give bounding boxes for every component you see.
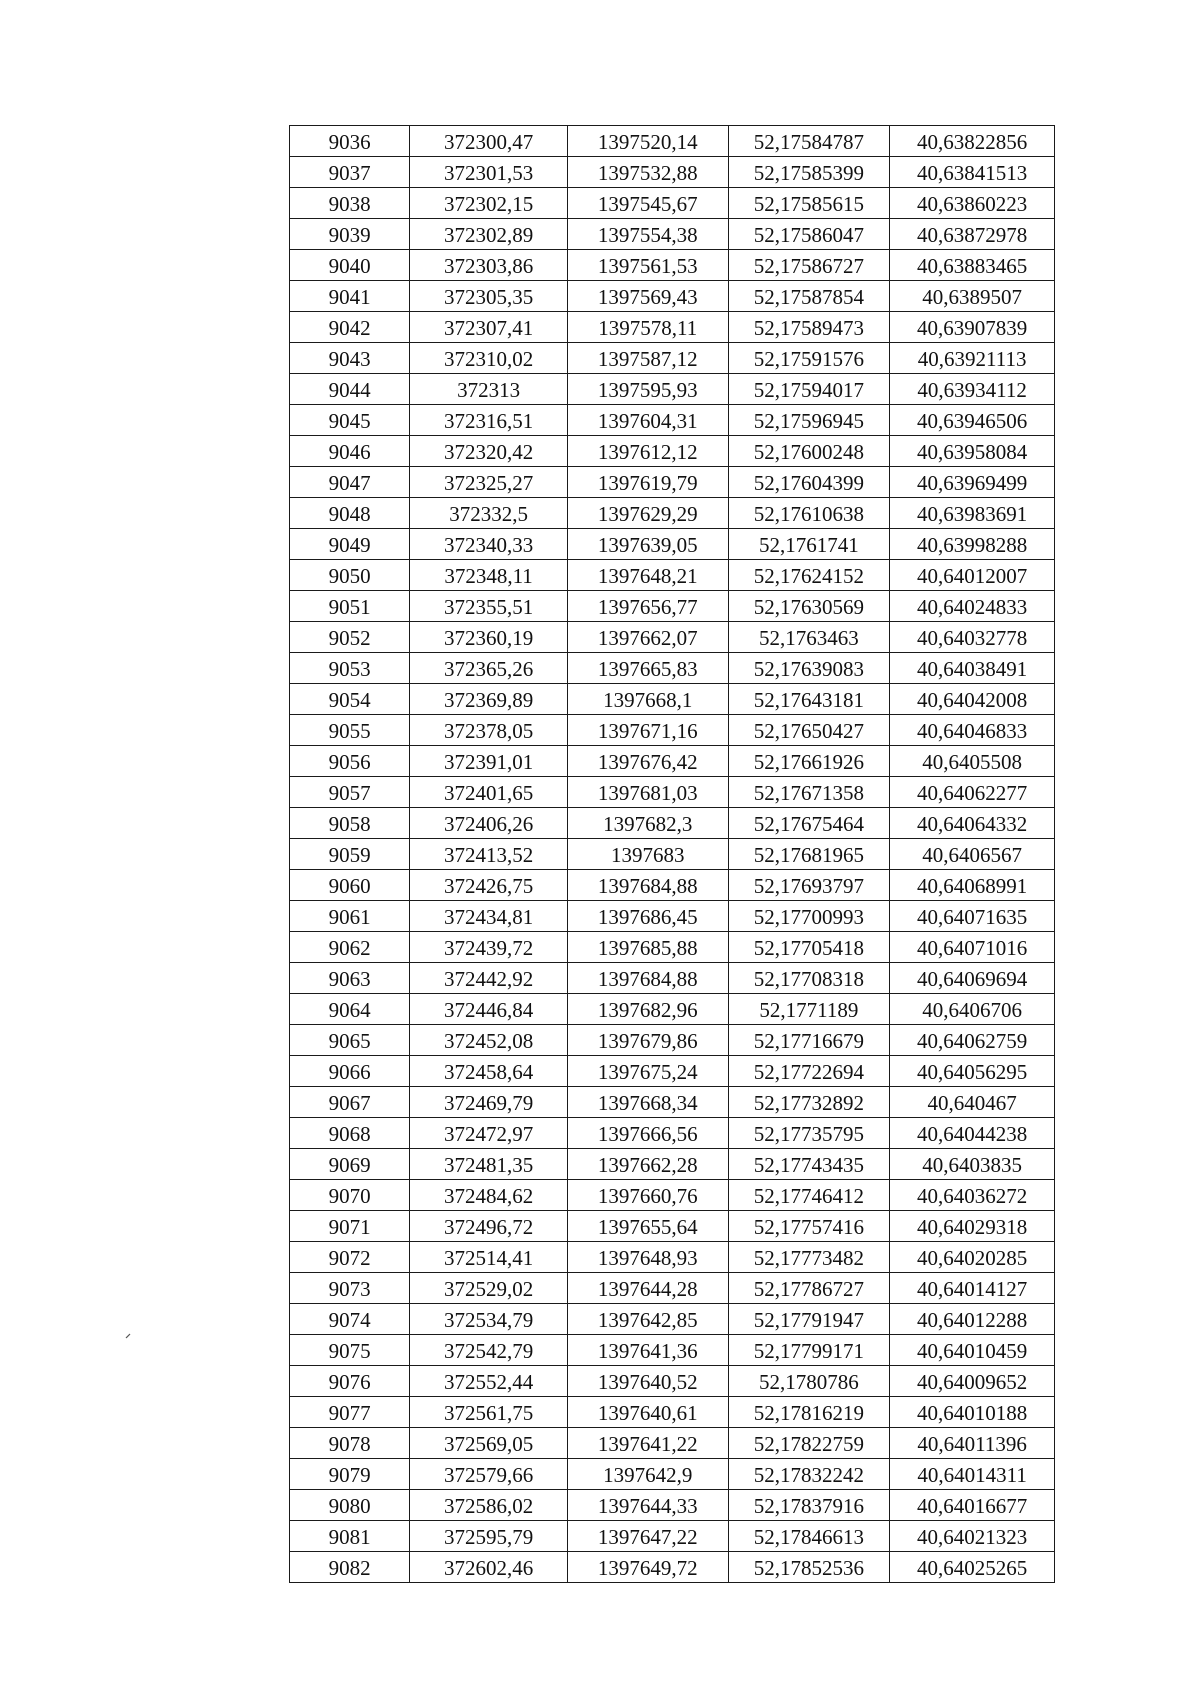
table-row bbox=[290, 1242, 1055, 1273]
table-cell: 372458,64 bbox=[410, 1056, 568, 1087]
table-cell: 9073 bbox=[290, 1273, 410, 1304]
table-cell: 1397641,36 bbox=[567, 1335, 728, 1366]
table-cell: 9040 bbox=[290, 250, 410, 281]
table-cell: 1397665,83 bbox=[567, 653, 728, 684]
table-cell: 40,6389507 bbox=[890, 281, 1055, 312]
table-cell: 372316,51 bbox=[410, 405, 568, 436]
table-cell: 9077 bbox=[290, 1397, 410, 1428]
table-cell: 40,63822856 bbox=[890, 126, 1055, 157]
table-cell: 372348,11 bbox=[410, 560, 568, 591]
table-cell: 9043 bbox=[290, 343, 410, 374]
table-cell: 40,64024833 bbox=[890, 591, 1055, 622]
table-cell: 52,1780786 bbox=[728, 1366, 890, 1397]
table-cell: 52,17585399 bbox=[728, 157, 890, 188]
table-cell: 1397681,03 bbox=[567, 777, 728, 808]
table-cell: 1397660,76 bbox=[567, 1180, 728, 1211]
table-row bbox=[290, 1056, 1055, 1087]
table-cell: 52,17604399 bbox=[728, 467, 890, 498]
table-cell: 9079 bbox=[290, 1459, 410, 1490]
table-cell: 1397619,79 bbox=[567, 467, 728, 498]
table-row bbox=[290, 1211, 1055, 1242]
table-cell: 9036 bbox=[290, 126, 410, 157]
table-row bbox=[290, 1335, 1055, 1366]
table-cell: 52,17791947 bbox=[728, 1304, 890, 1335]
table-cell: 40,63921113 bbox=[890, 343, 1055, 374]
table-cell: 52,17786727 bbox=[728, 1273, 890, 1304]
table-cell: 9050 bbox=[290, 560, 410, 591]
table-cell: 52,17661926 bbox=[728, 746, 890, 777]
table-cell: 9053 bbox=[290, 653, 410, 684]
table-cell: 372378,05 bbox=[410, 715, 568, 746]
table-row bbox=[290, 219, 1055, 250]
table-cell: 372542,79 bbox=[410, 1335, 568, 1366]
table-cell: 372586,02 bbox=[410, 1490, 568, 1521]
table-row bbox=[290, 746, 1055, 777]
table-cell: 40,64046833 bbox=[890, 715, 1055, 746]
table-cell: 1397569,43 bbox=[567, 281, 728, 312]
table-cell: 1397587,12 bbox=[567, 343, 728, 374]
table-cell: 40,64029318 bbox=[890, 1211, 1055, 1242]
table-cell: 372514,41 bbox=[410, 1242, 568, 1273]
table-cell: 372302,15 bbox=[410, 188, 568, 219]
table-cell: 40,64010188 bbox=[890, 1397, 1055, 1428]
table-row bbox=[290, 467, 1055, 498]
table-cell: 52,17746412 bbox=[728, 1180, 890, 1211]
table-cell: 372365,26 bbox=[410, 653, 568, 684]
table-cell: 9047 bbox=[290, 467, 410, 498]
table-cell: 52,17837916 bbox=[728, 1490, 890, 1521]
table-cell: 52,17846613 bbox=[728, 1521, 890, 1552]
table-cell: 52,17610638 bbox=[728, 498, 890, 529]
table-cell: 372529,02 bbox=[410, 1273, 568, 1304]
table-cell: 372401,65 bbox=[410, 777, 568, 808]
table-cell: 52,17671358 bbox=[728, 777, 890, 808]
table-cell: 372340,33 bbox=[410, 529, 568, 560]
table-cell: 1397629,29 bbox=[567, 498, 728, 529]
table-cell: 40,64056295 bbox=[890, 1056, 1055, 1087]
table-row bbox=[290, 777, 1055, 808]
table-cell: 9041 bbox=[290, 281, 410, 312]
table-cell: 372472,97 bbox=[410, 1118, 568, 1149]
table-cell: 372534,79 bbox=[410, 1304, 568, 1335]
table-row bbox=[290, 808, 1055, 839]
table-cell: 1397671,16 bbox=[567, 715, 728, 746]
table-cell: 40,64062277 bbox=[890, 777, 1055, 808]
table-cell: 52,17630569 bbox=[728, 591, 890, 622]
table-cell: 1397640,52 bbox=[567, 1366, 728, 1397]
table-cell: 9080 bbox=[290, 1490, 410, 1521]
coordinates-table bbox=[289, 125, 1055, 1583]
table-cell: 40,64071635 bbox=[890, 901, 1055, 932]
table-row bbox=[290, 560, 1055, 591]
table-cell: 40,64020285 bbox=[890, 1242, 1055, 1273]
table-cell: 372484,62 bbox=[410, 1180, 568, 1211]
table-cell: 52,17624152 bbox=[728, 560, 890, 591]
table-cell: 52,17716679 bbox=[728, 1025, 890, 1056]
table-row bbox=[290, 1490, 1055, 1521]
table-cell: 9060 bbox=[290, 870, 410, 901]
table-cell: 52,17757416 bbox=[728, 1211, 890, 1242]
table-cell: 372442,92 bbox=[410, 963, 568, 994]
table-cell: 52,17596945 bbox=[728, 405, 890, 436]
table-cell: 40,63998288 bbox=[890, 529, 1055, 560]
table-cell: 52,17591576 bbox=[728, 343, 890, 374]
table-cell: 1397644,28 bbox=[567, 1273, 728, 1304]
table-cell: 52,17822759 bbox=[728, 1428, 890, 1459]
table-cell: 52,17816219 bbox=[728, 1397, 890, 1428]
table-cell: 40,640467 bbox=[890, 1087, 1055, 1118]
table-cell: 40,64021323 bbox=[890, 1521, 1055, 1552]
table-row bbox=[290, 1459, 1055, 1490]
table-cell: 372481,35 bbox=[410, 1149, 568, 1180]
table-cell: 52,17586727 bbox=[728, 250, 890, 281]
table-row bbox=[290, 1273, 1055, 1304]
table-cell: 372406,26 bbox=[410, 808, 568, 839]
table-cell: 40,63841513 bbox=[890, 157, 1055, 188]
table-cell: 40,63946506 bbox=[890, 405, 1055, 436]
table-cell: 1397675,24 bbox=[567, 1056, 728, 1087]
table-cell: 52,17589473 bbox=[728, 312, 890, 343]
table-cell: 40,64012288 bbox=[890, 1304, 1055, 1335]
table-cell: 52,17852536 bbox=[728, 1552, 890, 1583]
table-row bbox=[290, 932, 1055, 963]
table-cell: 9071 bbox=[290, 1211, 410, 1242]
table-cell: 372569,05 bbox=[410, 1428, 568, 1459]
table-cell: 40,63969499 bbox=[890, 467, 1055, 498]
table-cell: 40,64068991 bbox=[890, 870, 1055, 901]
table-cell: 52,17643181 bbox=[728, 684, 890, 715]
table-cell: 9062 bbox=[290, 932, 410, 963]
table-cell: 372332,5 bbox=[410, 498, 568, 529]
table-cell: 372426,75 bbox=[410, 870, 568, 901]
table-cell: 40,6403835 bbox=[890, 1149, 1055, 1180]
table-cell: 372413,52 bbox=[410, 839, 568, 870]
table-cell: 9065 bbox=[290, 1025, 410, 1056]
table-cell: 372355,51 bbox=[410, 591, 568, 622]
table-cell: 1397561,53 bbox=[567, 250, 728, 281]
table-cell: 1397685,88 bbox=[567, 932, 728, 963]
table-row bbox=[290, 870, 1055, 901]
table-cell: 9058 bbox=[290, 808, 410, 839]
table-cell: 9056 bbox=[290, 746, 410, 777]
table-cell: 9046 bbox=[290, 436, 410, 467]
table-cell: 1397683 bbox=[567, 839, 728, 870]
table-cell: 1397642,85 bbox=[567, 1304, 728, 1335]
table-cell: 1397655,64 bbox=[567, 1211, 728, 1242]
table-cell: 40,64071016 bbox=[890, 932, 1055, 963]
table-cell: 9072 bbox=[290, 1242, 410, 1273]
table-cell: 40,64036272 bbox=[890, 1180, 1055, 1211]
table-cell: 1397595,93 bbox=[567, 374, 728, 405]
table-cell: 372391,01 bbox=[410, 746, 568, 777]
table-cell: 372305,35 bbox=[410, 281, 568, 312]
table-cell: 372320,42 bbox=[410, 436, 568, 467]
table-cell: 40,63907839 bbox=[890, 312, 1055, 343]
table-cell: 1397662,07 bbox=[567, 622, 728, 653]
table-row bbox=[290, 281, 1055, 312]
table-cell: 40,64064332 bbox=[890, 808, 1055, 839]
table-cell: 1397648,21 bbox=[567, 560, 728, 591]
table-row bbox=[290, 1180, 1055, 1211]
table-cell: 40,63934112 bbox=[890, 374, 1055, 405]
table-row bbox=[290, 622, 1055, 653]
table-cell: 1397612,12 bbox=[567, 436, 728, 467]
table-cell: 40,64044238 bbox=[890, 1118, 1055, 1149]
table-cell: 40,64042008 bbox=[890, 684, 1055, 715]
table-cell: 372452,08 bbox=[410, 1025, 568, 1056]
table-cell: 9066 bbox=[290, 1056, 410, 1087]
table-row bbox=[290, 1118, 1055, 1149]
table-cell: 9074 bbox=[290, 1304, 410, 1335]
table-cell: 52,1761741 bbox=[728, 529, 890, 560]
table-cell: 52,17832242 bbox=[728, 1459, 890, 1490]
table-cell: 52,17585615 bbox=[728, 188, 890, 219]
table-cell: 40,64038491 bbox=[890, 653, 1055, 684]
table-cell: 372369,89 bbox=[410, 684, 568, 715]
table-cell: 9044 bbox=[290, 374, 410, 405]
table-cell: 40,63958084 bbox=[890, 436, 1055, 467]
table-row bbox=[290, 405, 1055, 436]
table-cell: 1397668,1 bbox=[567, 684, 728, 715]
table-cell: 372301,53 bbox=[410, 157, 568, 188]
table-row bbox=[290, 1397, 1055, 1428]
table-cell: 40,63872978 bbox=[890, 219, 1055, 250]
table-cell: 1397662,28 bbox=[567, 1149, 728, 1180]
table-cell: 1397532,88 bbox=[567, 157, 728, 188]
table-cell: 9045 bbox=[290, 405, 410, 436]
table-cell: 372313 bbox=[410, 374, 568, 405]
table-cell: 9038 bbox=[290, 188, 410, 219]
table-row bbox=[290, 157, 1055, 188]
table-cell: 9064 bbox=[290, 994, 410, 1025]
table-cell: 40,6405508 bbox=[890, 746, 1055, 777]
table-row bbox=[290, 126, 1055, 157]
table-cell: 1397554,38 bbox=[567, 219, 728, 250]
table-cell: 9078 bbox=[290, 1428, 410, 1459]
table-cell: 372307,41 bbox=[410, 312, 568, 343]
table-cell: 40,64032778 bbox=[890, 622, 1055, 653]
table-cell: 372602,46 bbox=[410, 1552, 568, 1583]
table-cell: 372303,86 bbox=[410, 250, 568, 281]
table-row bbox=[290, 529, 1055, 560]
table-cell: 1397668,34 bbox=[567, 1087, 728, 1118]
table-cell: 9068 bbox=[290, 1118, 410, 1149]
table-cell: 40,63860223 bbox=[890, 188, 1055, 219]
table-cell: 1397604,31 bbox=[567, 405, 728, 436]
table-cell: 372310,02 bbox=[410, 343, 568, 374]
table-cell: 372325,27 bbox=[410, 467, 568, 498]
table-cell: 1397578,11 bbox=[567, 312, 728, 343]
table-row bbox=[290, 343, 1055, 374]
table-cell: 1397644,33 bbox=[567, 1490, 728, 1521]
table-cell: 52,17693797 bbox=[728, 870, 890, 901]
table-row bbox=[290, 1025, 1055, 1056]
table-cell: 9075 bbox=[290, 1335, 410, 1366]
table-cell: 9057 bbox=[290, 777, 410, 808]
table-cell: 40,6406706 bbox=[890, 994, 1055, 1025]
table-cell: 40,64014311 bbox=[890, 1459, 1055, 1490]
table-cell: 52,1763463 bbox=[728, 622, 890, 653]
table-cell: 52,17600248 bbox=[728, 436, 890, 467]
table-cell: 372439,72 bbox=[410, 932, 568, 963]
table-cell: 9076 bbox=[290, 1366, 410, 1397]
table-cell: 9070 bbox=[290, 1180, 410, 1211]
table-cell: 52,17735795 bbox=[728, 1118, 890, 1149]
table-row bbox=[290, 963, 1055, 994]
table-cell: 52,17594017 bbox=[728, 374, 890, 405]
table-cell: 372469,79 bbox=[410, 1087, 568, 1118]
coordinates-table-body bbox=[290, 126, 1055, 1583]
table-cell: 9061 bbox=[290, 901, 410, 932]
table-cell: 40,6406567 bbox=[890, 839, 1055, 870]
table-cell: 1397640,61 bbox=[567, 1397, 728, 1428]
table-row bbox=[290, 250, 1055, 281]
table-row bbox=[290, 994, 1055, 1025]
table-cell: 1397639,05 bbox=[567, 529, 728, 560]
table-cell: 1397684,88 bbox=[567, 963, 728, 994]
table-cell: 40,64012007 bbox=[890, 560, 1055, 591]
table-cell: 9067 bbox=[290, 1087, 410, 1118]
table-cell: 52,17705418 bbox=[728, 932, 890, 963]
table-cell: 9054 bbox=[290, 684, 410, 715]
table-cell: 9039 bbox=[290, 219, 410, 250]
table-cell: 1397656,77 bbox=[567, 591, 728, 622]
table-row bbox=[290, 1087, 1055, 1118]
table-row bbox=[290, 188, 1055, 219]
table-row bbox=[290, 498, 1055, 529]
table-cell: 1397682,96 bbox=[567, 994, 728, 1025]
table-cell: 9063 bbox=[290, 963, 410, 994]
table-cell: 372552,44 bbox=[410, 1366, 568, 1397]
table-cell: 52,17743435 bbox=[728, 1149, 890, 1180]
table-cell: 1397649,72 bbox=[567, 1552, 728, 1583]
table-cell: 1397641,22 bbox=[567, 1428, 728, 1459]
table-cell: 40,64014127 bbox=[890, 1273, 1055, 1304]
table-cell: 52,17732892 bbox=[728, 1087, 890, 1118]
table-cell: 372300,47 bbox=[410, 126, 568, 157]
table-cell: 9081 bbox=[290, 1521, 410, 1552]
table-cell: 9059 bbox=[290, 839, 410, 870]
table-cell: 1397679,86 bbox=[567, 1025, 728, 1056]
table-cell: 1397682,3 bbox=[567, 808, 728, 839]
table-cell: 1397520,14 bbox=[567, 126, 728, 157]
table-row bbox=[290, 653, 1055, 684]
table-cell: 1397647,22 bbox=[567, 1521, 728, 1552]
table-row bbox=[290, 312, 1055, 343]
table-cell: 9069 bbox=[290, 1149, 410, 1180]
table-cell: 40,63883465 bbox=[890, 250, 1055, 281]
table-cell: 52,17675464 bbox=[728, 808, 890, 839]
table-cell: 52,1771189 bbox=[728, 994, 890, 1025]
table-row bbox=[290, 1428, 1055, 1459]
table-cell: 9082 bbox=[290, 1552, 410, 1583]
table-cell: 9051 bbox=[290, 591, 410, 622]
table-cell: 52,17681965 bbox=[728, 839, 890, 870]
table-cell: 40,64016677 bbox=[890, 1490, 1055, 1521]
table-row bbox=[290, 436, 1055, 467]
table-row bbox=[290, 1521, 1055, 1552]
table-row bbox=[290, 715, 1055, 746]
table-cell: 372579,66 bbox=[410, 1459, 568, 1490]
table-row bbox=[290, 901, 1055, 932]
table-cell: 9049 bbox=[290, 529, 410, 560]
table-cell: 52,17722694 bbox=[728, 1056, 890, 1087]
table-cell: 1397676,42 bbox=[567, 746, 728, 777]
table-cell: 9042 bbox=[290, 312, 410, 343]
table-cell: 52,17700993 bbox=[728, 901, 890, 932]
table-cell: 52,17587854 bbox=[728, 281, 890, 312]
table-cell: 9052 bbox=[290, 622, 410, 653]
table-cell: 52,17799171 bbox=[728, 1335, 890, 1366]
table-cell: 372434,81 bbox=[410, 901, 568, 932]
table-cell: 1397648,93 bbox=[567, 1242, 728, 1273]
table-row bbox=[290, 1366, 1055, 1397]
table-cell: 40,64010459 bbox=[890, 1335, 1055, 1366]
table-cell: 52,17708318 bbox=[728, 963, 890, 994]
table-cell: 52,17586047 bbox=[728, 219, 890, 250]
table-row bbox=[290, 1304, 1055, 1335]
table-cell: 52,17773482 bbox=[728, 1242, 890, 1273]
table-cell: 52,17584787 bbox=[728, 126, 890, 157]
table-cell: 9037 bbox=[290, 157, 410, 188]
table-cell: 52,17650427 bbox=[728, 715, 890, 746]
table-cell: 1397686,45 bbox=[567, 901, 728, 932]
table-cell: 40,64011396 bbox=[890, 1428, 1055, 1459]
table-cell: 1397684,88 bbox=[567, 870, 728, 901]
table-cell: 372595,79 bbox=[410, 1521, 568, 1552]
table-cell: 372302,89 bbox=[410, 219, 568, 250]
table-row bbox=[290, 591, 1055, 622]
table-row bbox=[290, 684, 1055, 715]
table-cell: 9048 bbox=[290, 498, 410, 529]
table-cell: 372360,19 bbox=[410, 622, 568, 653]
table-row bbox=[290, 374, 1055, 405]
table-cell: 1397666,56 bbox=[567, 1118, 728, 1149]
table-row bbox=[290, 839, 1055, 870]
table-cell: 1397642,9 bbox=[567, 1459, 728, 1490]
table-cell: 52,17639083 bbox=[728, 653, 890, 684]
table-cell: 40,64062759 bbox=[890, 1025, 1055, 1056]
table-row bbox=[290, 1552, 1055, 1583]
table-row bbox=[290, 1149, 1055, 1180]
table-cell: 372496,72 bbox=[410, 1211, 568, 1242]
table-cell: 40,63983691 bbox=[890, 498, 1055, 529]
table-cell: 40,64009652 bbox=[890, 1366, 1055, 1397]
table-cell: 40,64025265 bbox=[890, 1552, 1055, 1583]
table-cell: 9055 bbox=[290, 715, 410, 746]
scan-speck bbox=[126, 1334, 130, 1338]
table-cell: 40,64069694 bbox=[890, 963, 1055, 994]
table-cell: 1397545,67 bbox=[567, 188, 728, 219]
table-cell: 372561,75 bbox=[410, 1397, 568, 1428]
table-cell: 372446,84 bbox=[410, 994, 568, 1025]
